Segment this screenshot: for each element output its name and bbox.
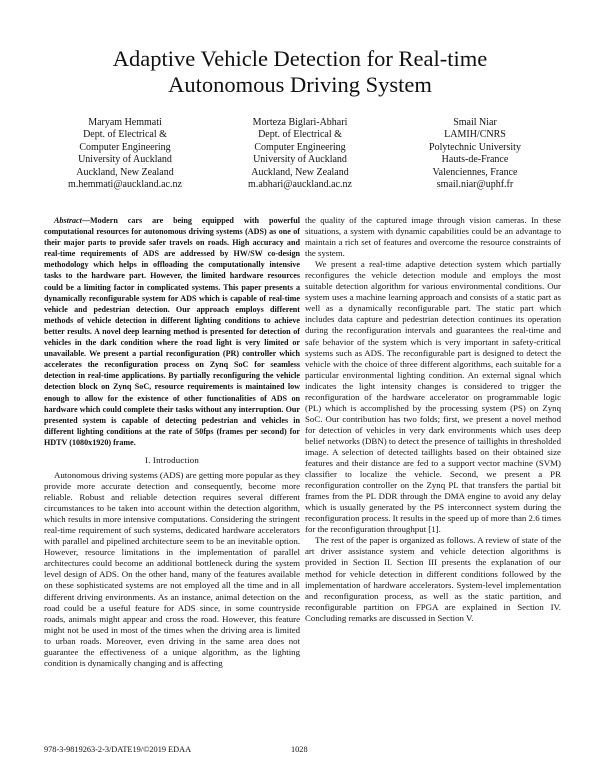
author-name: Morteza Biglari-Abhari (252, 117, 348, 128)
author-affiliation-line: Computer Engineering (254, 141, 346, 153)
body-paragraph: The rest of the paper is organized as follows. A review of state of the art driver assistance system and vehicle detection algorithms is provided in Section II. Section III presents the explanation of our method for vehicle detection in different conditions followed by the implementation of hardware accelerators. System-level implementation and reconfiguration process, as well as the static partition, and reconfigurable partition on FPGA are explained in Section IV. Concluding remarks are discussed in Section V. (305, 535, 561, 623)
author-1 (40, 117, 210, 191)
author-email: smail.niar@uphf.fr (436, 179, 514, 191)
abstract-label: Abstract (54, 216, 82, 225)
author-affiliation-line: Auckland, New Zealand (76, 166, 174, 178)
author-affiliation-line: University of Auckland (253, 154, 347, 166)
author-email: m.abhari@auckland.ac.nz (248, 179, 352, 191)
author-affiliation-line: University of Auckland (78, 154, 172, 166)
author-affiliation-line: Valenciennes, France (432, 166, 518, 178)
author-affiliation-line: Hauts-de-France (441, 154, 509, 166)
intro-paragraph: Autonomous driving systems (ADS) are getting more popular as they provide more accurate detection and consequently, become more reliable. Robust and reliable detection requires several different circumstances to be taken into account within the detection algorithm, which results in more intensive computations. Considering the stringent real-time requirement of such systems, dedicated hardware accelerators with parallel and pipelined architecture seem to be an inevitable option. However, resource limitations in the implementation of parallel architectures could become an additional bottleneck during the system level design of ADS. On the other hand, many of the features available on these sophisticated systems are not employed all the time and in all different driving environments. As an instance, animal detection on the road could be a useful feature for ADS since, in some countryside roads, animals might appear and cross the road. However, this feature might not be used in most of the times when the driving area is limited to urban roads. Moreover, even driving in the same area does not guarantee the effectiveness of a unique algorithm, as the lighting condition is dynamically changing and is affecting (44, 470, 300, 668)
body-paragraph: We present a real-time adaptive detection system which partially reconfigures the vehicle detection module and employs the most suitable detection algorithm for various environmental conditions. Our system uses a machine learning approach and consists of a static part as well as a dynamically reconfigurable part. The static part which includes data capture and pedestrian detection continues its operation during the reconfiguration intervals and guarantees the real-time and safe behavior of the system which is very important in safety-critical systems such as ADS. The reconfigurable part is designed to detect the vehicle with the choice of three different algorithms, each suitable for a particular environmental lighting condition. An external signal which indicates the light intensity changes is considered to trigger the reconfiguration of the hardware accelerator on programmable logic (PL) which is accomplished by the processing system (PS) on Zynq SoC. Our contribution has two folds; first, we present a novel method for detection of vehicles in very dark environments which uses deep belief networks (DBN) to detect the presence of taillights in thresholded image. A selection of detected taillights based on their obtained size features and their distance are fed to a support vector machine (SVM) classifier to localize the vehicle. Second, we present a PR reconfiguration controller on the Zynq PL that transfers the partial bit frames from the PL DDR through the DMA engine to avoid any delay which is usually generated by the PS interconnect system during the reconfiguration process. It results in the speed up of more than 2.6 times for the reconfiguration throughput [1]. (305, 259, 561, 535)
author-affiliation-line: Polytechnic University (429, 141, 521, 153)
author-affiliation-line: Dept. of Electrical & (83, 129, 167, 141)
right-column (305, 215, 561, 624)
author-name: Maryam Hemmati (88, 117, 162, 128)
left-column (44, 215, 300, 669)
title-line-2: Autonomous Driving System (168, 72, 432, 97)
author-affiliation-line: Computer Engineering (79, 141, 171, 153)
author-affiliation-line: LAMIH/CNRS (444, 129, 506, 141)
author-name: Smail Niar (453, 117, 497, 128)
author-2 (215, 117, 385, 191)
author-email: m.hemmati@auckland.ac.nz (68, 179, 182, 191)
abstract (44, 215, 300, 448)
author-affiliation-line: Dept. of Electrical & (258, 129, 342, 141)
section-heading-introduction: I. Introduction (144, 454, 200, 465)
author-affiliation-line: Auckland, New Zealand (251, 166, 349, 178)
author-3 (390, 117, 560, 191)
copyright-footer: 978-3-9819263-2-3/DATE19/©2019 EDAA (44, 745, 192, 754)
author-block (40, 117, 560, 191)
body-paragraph: the quality of the captured image through vision cameras. In these situations, a system with dynamic capabilities could be an advantage to maintain a rich set of features and overcome the resource constraints of the system. (305, 215, 561, 259)
abstract-text: —Modern cars are being equipped with powerful computational resources for autonomous driving systems (ADS) as one of their major parts to provide safer travels on roads. High accuracy and real-time requirements of ADS are addressed by HW/SW co-design methodology which helps in offloading the computationally intensive tasks to the hardware part. However, the limited hardware resources could be a limiting factor in complicated systems. This paper presents a dynamically reconfigurable system for ADS which is capable of real-time vehicle and pedestrian detection. Our approach employs different methods of vehicle detection in different lighting conditions to achieve better results. A novel deep learning method is presented for detection of vehicles in the dark condition where the road light is very limited or unavailable. We present a partial reconfiguration (PR) controller which accelerates the reconfiguration process on Zynq SoC for seamless detection in real-time applications. By partially reconfiguring the vehicle detection block on Zynq SoC, resource requirements is maintained low enough to allow for the existence of other functionalities of ADS on hardware which could complete their tasks without any interruption. Our presented system is capable of detecting pedestrian and vehicles in different lighting conditions at the rate of 50fps (frames per second) for HDTV (1080x1920) frame. (44, 216, 300, 447)
paper-title (0, 46, 600, 98)
title-line-1: Adaptive Vehicle Detection for Real-time (112, 46, 488, 71)
page-number: 1028 (291, 745, 308, 754)
